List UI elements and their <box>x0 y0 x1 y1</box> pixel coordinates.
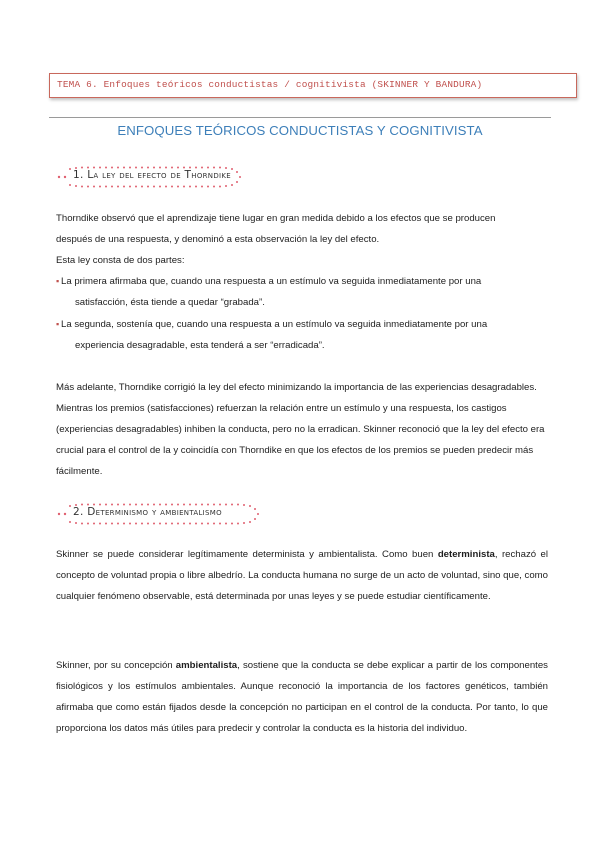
text-line: Thorndike observó que el aprendizaje tiene lugar en gran medida debido a los efectos que se producen <box>56 213 496 224</box>
section-1-heading <box>56 165 246 189</box>
header-divider <box>49 117 551 118</box>
text-run: Skinner se puede considerar legítimamente determinista y ambientalista. Como buen <box>56 549 438 560</box>
bullet-icon: ▪ <box>56 319 60 329</box>
section-1-paragraph-3: Más adelante, Thorndike corrigió la ley del efecto minimizando la importancia de las experiencias desagradables. Mientras los premios (satisfacciones) refuerzan la relación entre un estímulo y una respuesta, los castigos (experiencias desagradables) inhiben la conducta, pero no la erradican. Skinner reconoció que la ley del efecto era crucial para el control de la y coincidía con Thorndike en que los efectos de los premios se pueden predecir más fácilmente. <box>56 382 545 477</box>
text-line: La segunda, sostenía que, cuando una respuesta a un estímulo va seguida inmediatamente por una <box>61 319 488 330</box>
document-title: ENFOQUES TEÓRICOS CONDUCTISTAS Y COGNITIVISTA <box>117 123 483 138</box>
text-line: La primera afirmaba que, cuando una respuesta a un estímulo va seguida inmediatamente por una <box>61 276 482 287</box>
section-2-heading <box>56 502 266 526</box>
text-run: , rechazó el concepto de voluntad propia o libre albedrío. La conducta humana no surge de un acto de voluntad, sino que, como cualquier fenómeno observable, está determinada por unas leyes y se puede estudiar científicamente. <box>56 549 548 602</box>
list-item <box>56 314 548 356</box>
section-2-paragraph-2 <box>56 655 548 739</box>
text-line: satisfacción, ésta tiende a quedar “grabada”. <box>75 297 265 308</box>
text-line: Esta ley consta de dos partes: <box>56 255 185 266</box>
bold-term: determinista <box>437 549 495 560</box>
text-run: , sostiene que la conducta se debe explicar a partir de los componentes fisiológicos y los estímulos ambientales. Aunque reconoció la importancia de los factores genéticos, también afirmaba que como están fijados desde la concepción no participan en el control de la conducta. Por tanto, lo que proporciona los datos más útiles para predecir y controlar la conducta es la historia del individuo. <box>56 660 548 734</box>
list-item <box>56 271 548 313</box>
section-1-paragraph-1 <box>56 208 548 271</box>
section-1-heading-text: 1. La ley del efecto de Thorndike <box>73 169 232 181</box>
bullet-icon: ▪ <box>56 276 60 286</box>
section-2-heading-text: 2. Determinismo y ambientalismo <box>73 506 222 518</box>
text-line: después de una respuesta, y denominó a esta observación la ley del efecto. <box>56 234 380 245</box>
topic-box-text: TEMA 6. Enfoques teóricos conductistas / cognitivista (SKINNER Y BANDURA) <box>57 79 483 90</box>
section-2-paragraph-1 <box>56 544 548 607</box>
bold-term: ambientalista <box>175 660 238 671</box>
text-run: Skinner, por su concepción <box>56 660 176 671</box>
text-line: experiencia desagradable, esta tenderá a ser “erradicada”. <box>75 340 325 351</box>
topic-box <box>49 73 577 98</box>
